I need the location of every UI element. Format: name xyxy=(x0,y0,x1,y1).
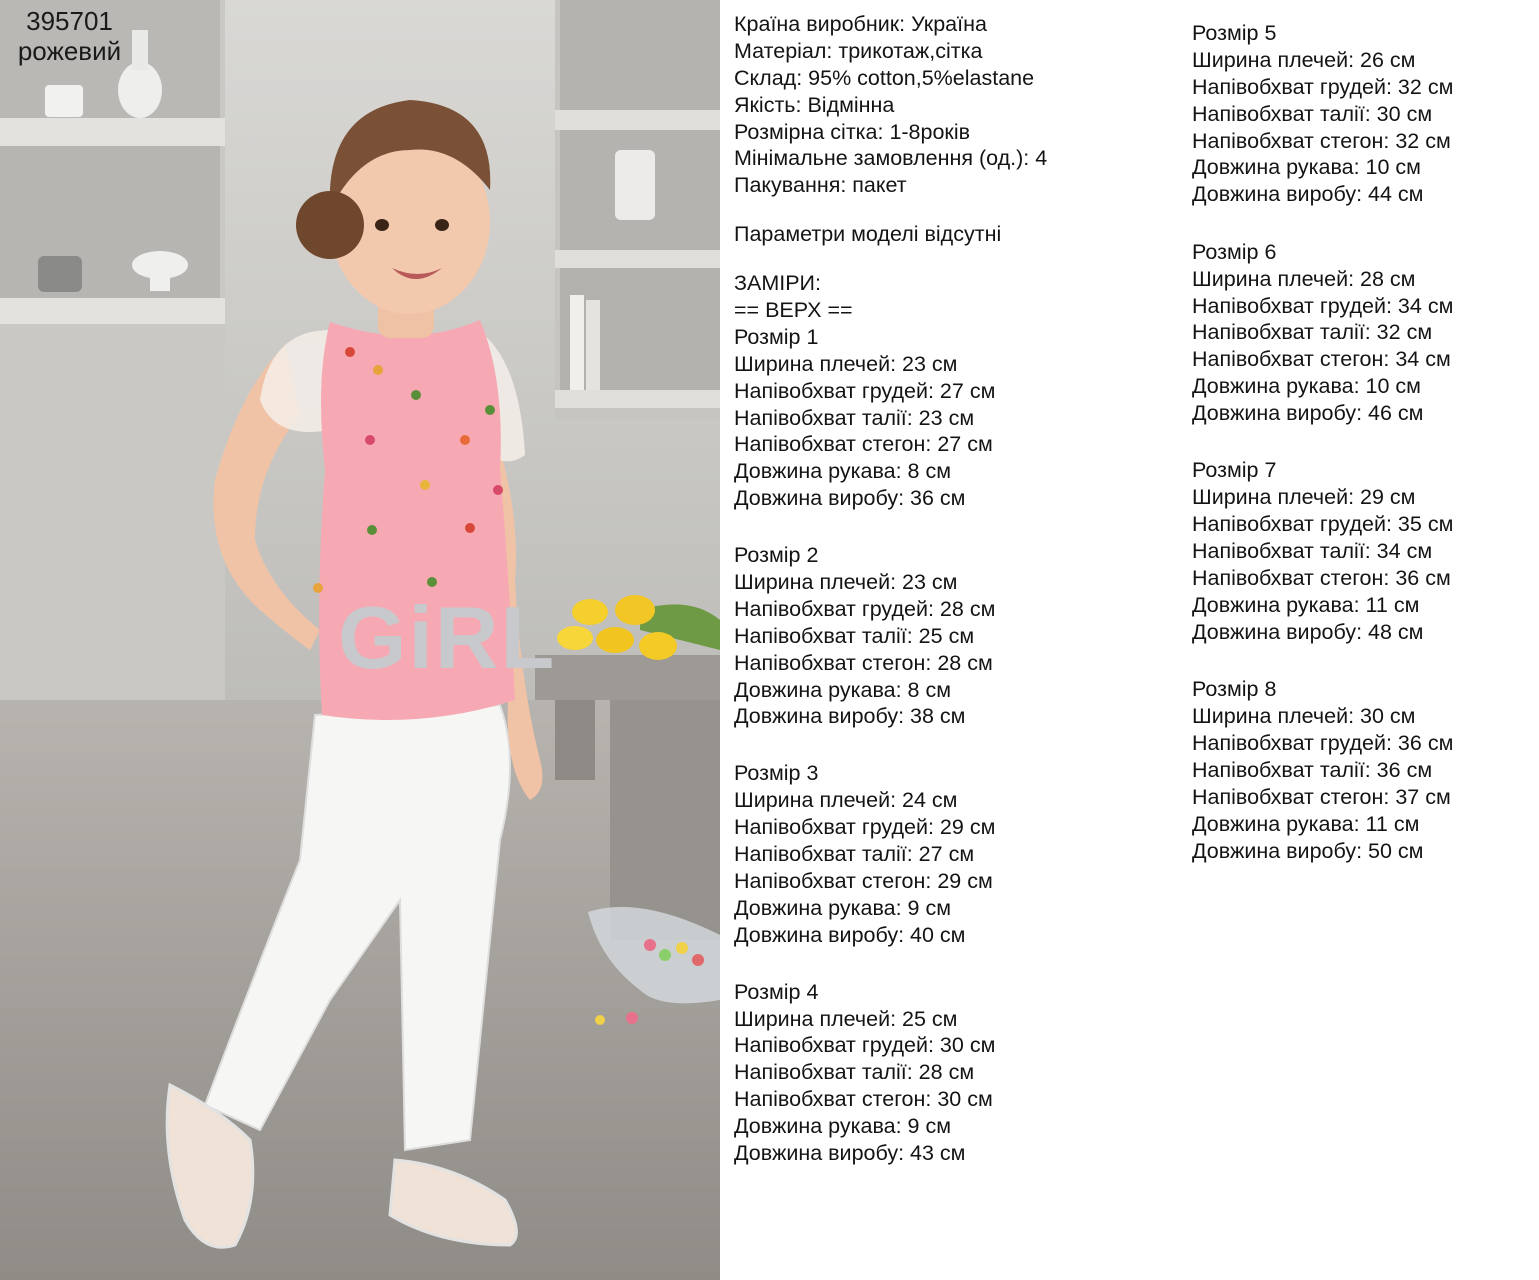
size-title: Розмір 7 xyxy=(1192,458,1277,483)
size-line: Напівобхват талії: 30 см xyxy=(1192,101,1433,126)
spec-column-left xyxy=(734,11,1174,1197)
size-line: Напівобхват талії: 28 см xyxy=(734,1060,975,1085)
size-line: Довжина виробу: 36 см xyxy=(734,486,966,511)
spec-column-right xyxy=(1192,20,1532,895)
size-title: Розмір 6 xyxy=(1192,239,1277,264)
size-line: Ширина плечей: 26 см xyxy=(1192,47,1416,72)
section-title: == ВЕРХ == xyxy=(734,298,853,323)
size-line: Довжина виробу: 38 см xyxy=(734,704,966,729)
size-line: Довжина рукава: 8 см xyxy=(734,677,951,702)
size-block-7 xyxy=(1192,457,1532,645)
info-country: Країна виробник: Україна xyxy=(734,12,987,36)
size-line: Напівобхват талії: 25 см xyxy=(734,623,975,648)
size-block-3 xyxy=(734,760,1174,948)
size-block-6 xyxy=(1192,239,1532,427)
size-title: Розмір 4 xyxy=(734,979,819,1004)
size-line: Довжина виробу: 48 см xyxy=(1192,619,1424,644)
size-block-1 xyxy=(734,324,1174,512)
size-line: Довжина рукава: 10 см xyxy=(1192,155,1421,180)
size-title: Розмір 3 xyxy=(734,761,819,786)
size-line: Напівобхват грудей: 29 см xyxy=(734,815,996,840)
mug-decor xyxy=(38,256,82,292)
size-line: Напівобхват талії: 23 см xyxy=(734,405,975,430)
size-line: Напівобхват грудей: 36 см xyxy=(1192,730,1454,755)
size-title: Розмір 8 xyxy=(1192,677,1277,702)
side-table xyxy=(535,655,720,700)
product-photo xyxy=(0,0,720,1280)
size-line: Напівобхват стегон: 36 см xyxy=(1192,566,1451,591)
size-block-2 xyxy=(734,542,1174,730)
size-line: Напівобхват талії: 34 см xyxy=(1192,539,1433,564)
size-line: Ширина плечей: 23 см xyxy=(734,570,958,595)
size-line: Довжина рукава: 11 см xyxy=(1192,592,1420,617)
size-line: Напівобхват грудей: 30 см xyxy=(734,1033,996,1058)
size-line: Довжина рукава: 8 см xyxy=(734,459,951,484)
size-line: Довжина виробу: 40 см xyxy=(734,922,966,947)
size-line: Ширина плечей: 24 см xyxy=(734,788,958,813)
size-line: Напівобхват стегон: 29 см xyxy=(734,868,993,893)
size-line: Напівобхват стегон: 32 см xyxy=(1192,128,1451,153)
info-material: Матеріал: трикотаж,сітка xyxy=(734,38,983,63)
product-code-label xyxy=(12,6,127,66)
size-line: Ширина плечей: 23 см xyxy=(734,351,958,376)
product-code: 395701 xyxy=(26,6,113,36)
size-line: Довжина виробу: 44 см xyxy=(1192,182,1424,207)
size-block-4 xyxy=(734,979,1174,1167)
size-line: Напівобхват талії: 27 см xyxy=(734,842,975,867)
size-line: Довжина виробу: 50 см xyxy=(1192,838,1424,863)
size-title: Розмір 5 xyxy=(1192,21,1277,45)
size-title: Розмір 2 xyxy=(734,543,819,568)
size-line: Напівобхват грудей: 28 см xyxy=(734,596,996,621)
size-line: Напівобхват стегон: 28 см xyxy=(734,650,993,675)
size-line: Довжина рукава: 11 см xyxy=(1192,811,1420,836)
size-line: Ширина плечей: 29 см xyxy=(1192,485,1416,510)
info-size-range: Розмірна сітка: 1-8років xyxy=(734,119,971,144)
size-line: Ширина плечей: 30 см xyxy=(1192,704,1416,729)
product-color: рожевий xyxy=(17,36,122,66)
size-block-8 xyxy=(1192,676,1532,864)
size-line: Довжина виробу: 43 см xyxy=(734,1140,966,1165)
size-line: Довжина рукава: 9 см xyxy=(734,1114,951,1139)
model-params: Параметри моделі відсутні xyxy=(734,222,1002,247)
vase-decor xyxy=(118,62,162,118)
size-line: Ширина плечей: 28 см xyxy=(1192,266,1416,291)
size-line: Напівобхват грудей: 34 см xyxy=(1192,293,1454,318)
size-line: Напівобхват стегон: 30 см xyxy=(734,1087,993,1112)
size-line: Напівобхват талії: 32 см xyxy=(1192,320,1433,345)
info-packaging: Пакування: пакет xyxy=(734,173,907,198)
photo-illustration xyxy=(0,0,720,1280)
measurements-title: ЗАМІРИ: xyxy=(734,271,821,296)
size-line: Довжина рукава: 9 см xyxy=(734,895,951,920)
size-line: Напівобхват стегон: 37 см xyxy=(1192,784,1451,809)
size-line: Напівобхват стегон: 34 см xyxy=(1192,347,1451,372)
size-line: Напівобхват грудей: 32 см xyxy=(1192,74,1454,99)
info-composition: Склад: 95% cotton,5%elastane xyxy=(734,65,1035,90)
info-min-order: Мінімальне замовлення (од.): 4 xyxy=(734,146,1048,171)
size-title: Розмір 1 xyxy=(734,324,819,349)
size-block-5 xyxy=(1192,20,1532,208)
size-line: Напівобхват грудей: 35 см xyxy=(1192,512,1454,537)
size-line: Напівобхват стегон: 27 см xyxy=(734,432,993,457)
size-line: Довжина виробу: 46 см xyxy=(1192,401,1424,426)
info-quality: Якість: Відмінна xyxy=(734,92,895,117)
size-line: Напівобхват талії: 36 см xyxy=(1192,757,1433,782)
product-info xyxy=(734,11,1174,199)
size-line: Напівобхват грудей: 27 см xyxy=(734,378,996,403)
shirt-print-girl: GiRL xyxy=(338,588,557,687)
size-line: Ширина плечей: 25 см xyxy=(734,1006,958,1031)
size-line: Довжина рукава: 10 см xyxy=(1192,374,1421,399)
